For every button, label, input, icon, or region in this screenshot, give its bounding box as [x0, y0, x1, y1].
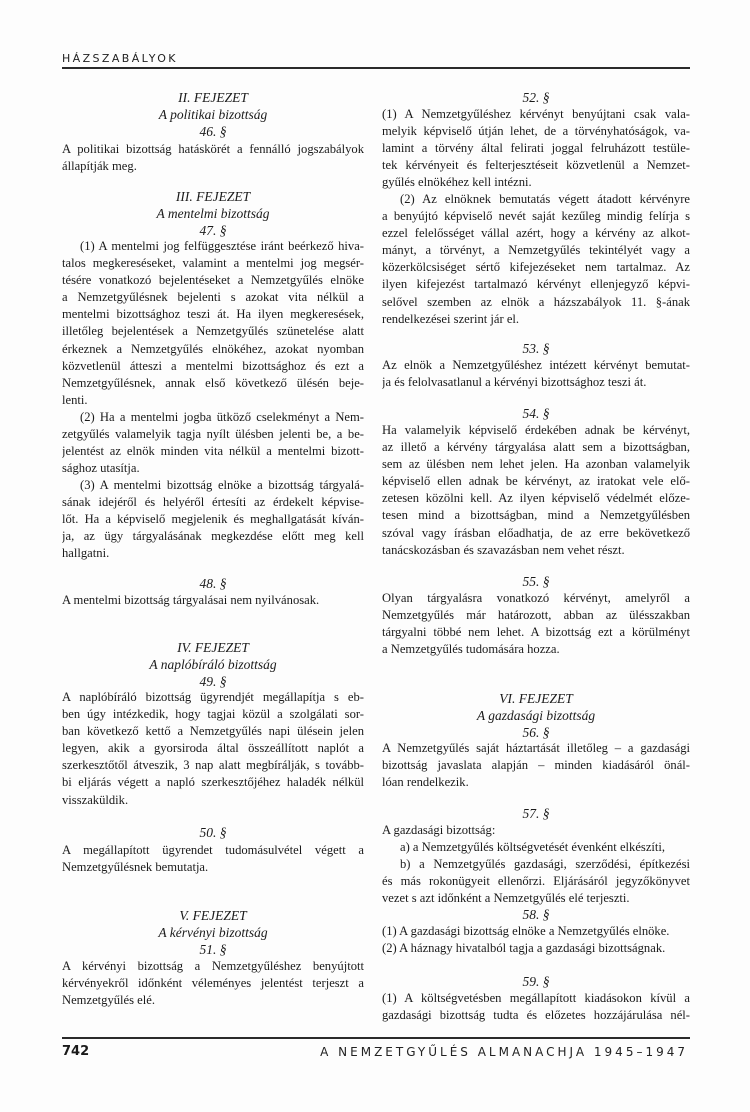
- text-line: és más rokonügyeit ellenőrzi. Eljárásáról jegyzőkönyvet: [382, 874, 690, 889]
- paragraph-51: [62, 958, 364, 1009]
- paragraph-49: [62, 689, 364, 809]
- text-line: sem az ülésben nem lehet jelen. Ha azonban valamelyik: [382, 457, 690, 472]
- text-line: talos megkereséseket, valamint a mentelmi jog megsér-: [62, 256, 364, 271]
- text-line: tésére vonatkozó bejelentéseket a Nemzetgyűlés elnöke: [62, 273, 364, 288]
- text-line: legyen, akik a gyorsiroda által összeállított naplót a: [62, 741, 364, 756]
- section-number: 47. §: [199, 223, 227, 238]
- text-line: közvetlenül átteszi a mentelmi bizottsághoz és ezt a: [62, 358, 364, 373]
- chapter-title: III. FEJEZET: [175, 189, 251, 204]
- section-54-heading: 54. §: [522, 406, 550, 421]
- text-line: bi eljárás végett a napló szerkesztőjéhez haladék nélkül: [62, 775, 364, 790]
- chapter-3-heading: [62, 188, 364, 239]
- paragraph-54: [382, 422, 690, 559]
- chapter-6-heading: [382, 690, 690, 741]
- text-line: gyűlés elnökéhez kell intézni.: [382, 175, 532, 190]
- section-57-heading: 57. §: [522, 806, 550, 821]
- section-number: 51. §: [199, 942, 227, 957]
- text-line: ja és felolvasatlanul a kérvényi bizottsághoz teszi át.: [382, 375, 647, 390]
- section-number: 56. §: [522, 725, 550, 740]
- chapter-subtitle: A gazdasági bizottság: [476, 708, 596, 723]
- paragraph-59: [382, 990, 690, 1024]
- paragraph-47-1: [62, 238, 364, 409]
- text-line: mányt, a törvényt, a Nemzetgyűlés tekintélyét vagy a: [382, 243, 690, 258]
- text-line: állapítják meg.: [62, 159, 137, 174]
- chapter-title: IV. FEJEZET: [177, 640, 249, 655]
- text-line: a Nemzetgyűlés tudomására hozza.: [382, 642, 560, 657]
- text-line: a Nemzetgyűlésnek bejelenti s azokat vita nélkül a: [62, 290, 364, 305]
- page-number: 742: [62, 1044, 90, 1059]
- section-48-heading: 48. §: [199, 576, 227, 591]
- paragraph-57-b: [382, 856, 690, 907]
- text-line: melyik képviselő útján lehet, de a törvényhatóságok, va-: [382, 124, 690, 139]
- book-title: A NEMZETGYŰLÉS ALMANACHJA 1945–1947: [320, 1045, 688, 1059]
- chapter-title: VI. FEJEZET: [499, 691, 573, 706]
- text-line: A gazdasági bizottság:: [382, 823, 496, 837]
- text-line: (3) A mentelmi bizottság elnöke a bizottság tárgyalá-: [80, 478, 364, 492]
- chapter-subtitle: A mentelmi bizottság: [156, 206, 270, 221]
- text-line: A mentelmi bizottság tárgyalásai nem nyilvánosak.: [62, 593, 320, 607]
- chapter-5-heading: [62, 907, 364, 958]
- section-50-heading: 50. §: [199, 825, 227, 840]
- text-line: lenti.: [62, 392, 88, 407]
- text-line: Nemzetgyűlés elé.: [62, 993, 156, 1008]
- header-rule: [62, 67, 690, 69]
- text-line: sának idejéről és helyéről értesíti az érdekelt képvise-: [62, 495, 364, 510]
- text-line: szóval vagy írásban előadhatja, de az erre bekövetkező: [382, 525, 690, 540]
- footer-rule: [62, 1037, 690, 1039]
- text-line: ezzel felelősséget vállal azért, hogy a kérvény az alkot-: [382, 226, 690, 241]
- chapter-subtitle: A kérvényi bizottság: [158, 925, 268, 940]
- paragraph-46: [62, 141, 364, 175]
- text-line: tek kérvényeit és felterjesztéseit közvetlenül a Nemzet-: [382, 158, 690, 173]
- chapter-title: II. FEJEZET: [178, 90, 248, 105]
- section-55-heading: 55. §: [522, 574, 550, 589]
- text-line: mentelmi bizottsághoz teszi át. Ha ilyen megkeresések,: [62, 307, 364, 322]
- paragraph-50: [62, 842, 364, 876]
- text-line: A politikai bizottság hatáskörét a fennálló jogszabályok: [62, 142, 364, 156]
- paragraph-53: [382, 357, 690, 391]
- paragraph-57-a: [382, 839, 690, 856]
- text-line: gazdasági bizottság tudta és előzetes hozzájárulása nél-: [382, 1008, 690, 1023]
- chapter-title: V. FEJEZET: [179, 908, 247, 923]
- paragraph-47-3: [62, 477, 364, 562]
- paragraph-55: [382, 590, 690, 658]
- section-59-heading: 59. §: [522, 974, 550, 989]
- text-line: (2) Ha a mentelmi jogba ütköző cselekményt a Nem-: [80, 410, 364, 424]
- text-line: ja, az ügy tárgyalásának megkezdése előtt meg kell: [62, 529, 364, 544]
- text-line: A Nemzetgyűlés saját háztartását illetőleg – a gazdasági: [382, 741, 690, 755]
- section-52-heading: 52. §: [522, 90, 550, 105]
- paragraph-56: [382, 740, 690, 791]
- paragraph-48: [62, 592, 364, 609]
- text-line: (2) A háznagy hivatalból tagja a gazdasági bizottságnak.: [382, 941, 666, 956]
- paragraph-52-2: [382, 191, 690, 328]
- text-line: lóan rendelkezik.: [382, 775, 469, 790]
- paragraph-57-intro: [382, 822, 690, 839]
- text-line: (2) Az elnöknek bemutatás végett átadott kérvényre: [400, 192, 690, 206]
- text-line: (1) A gazdasági bizottság elnöke a Nemzetgyűlés elnöke.: [382, 924, 670, 938]
- text-line: tanácskozásban és szavazásban nem vehet részt.: [382, 542, 625, 557]
- text-line: szerkesztőtől átveszik, 3 nap alatt megbírálják, s tovább-: [62, 758, 364, 773]
- text-line: ben úgy intézkedik, hogy tagjai közül a szolgálati sor-: [62, 707, 364, 722]
- chapter-subtitle: A politikai bizottság: [158, 107, 268, 122]
- text-line: (1) A mentelmi jog felfüggesztése iránt beérkező hiva-: [80, 239, 364, 253]
- text-line: lamint a törvény által felirati joggal felruházott testüle-: [382, 141, 690, 156]
- text-line: sághoz utasítja.: [62, 461, 140, 476]
- paragraph-47-2: [62, 409, 364, 477]
- text-line: Az elnök a Nemzetgyűléshez intézett kérvényt bemutat-: [382, 358, 690, 372]
- text-line: (1) A Nemzetgyűléshez kérvényt benyújtani csak vala-: [382, 107, 690, 121]
- text-line: zetgyűlés valamelyik tagja nyílt ülésben jelenti be, a be-: [62, 427, 364, 442]
- text-line: érkeznek a Nemzetgyűlés elnökéhez, azokat nyomban: [62, 341, 364, 356]
- text-line: kérvényekről időnként véleményes jelentést terjeszt a: [62, 976, 364, 991]
- text-line: A naplóbíráló bizottság ügyrendjét megállapítja s eb-: [62, 690, 364, 704]
- text-line: bizottság javaslata alapján – minden kiadásáról önál-: [382, 758, 690, 773]
- section-53-heading: 53. §: [522, 341, 550, 356]
- text-line: selővel szemben az elnök a házszabályok 11. §-ának: [382, 294, 690, 309]
- text-line: Nemzetgyűlés már határozott, abban az ülésszakban: [382, 608, 690, 623]
- text-line: Nemzetgyűlésnek bemutatja.: [62, 860, 209, 875]
- text-line: (1) A költségvetésben megállapított kiadásokon kívül a: [382, 991, 690, 1005]
- text-line: ilyen kifejezést tartalmazó kérvényt ellenjegyző képvi-: [382, 277, 690, 292]
- text-line: Ha valamelyik képviselő érdekében adnak be kérvényt,: [382, 423, 690, 437]
- text-line: képviselő ellen adnak be kérvényt, az iratokat vele elő-: [382, 474, 690, 489]
- chapter-subtitle: A naplóbíráló bizottság: [149, 657, 277, 672]
- text-line: zetesen közölni kell. Az ilyen képviselő védelmét előze-: [382, 491, 690, 506]
- text-line: illetőleg bejelentések a Nemzetgyűlés szünetelése alatt: [62, 324, 364, 339]
- text-line: rendelkezései szerint jár el.: [382, 311, 520, 326]
- text-line: Olyan tárgyalásra vonatkozó kérvényt, amelyről a: [382, 591, 690, 605]
- paragraph-58: [382, 923, 690, 957]
- chapter-4-heading: [62, 639, 364, 690]
- text-line: visszaküldik.: [62, 792, 129, 807]
- text-line: lőt. Ha a képviselő megjelenik és meghallgatását kíván-: [62, 512, 364, 527]
- chapter-2-heading: [62, 89, 364, 140]
- section-number: 46. §: [199, 124, 227, 139]
- text-line: ban következő kettő a Nemzetgyűlés napi ülésein jelen: [62, 724, 364, 739]
- text-line: a benyújtó képviselő nevét saját kezűleg mindig felírja s: [382, 209, 690, 224]
- text-line: hallgatni.: [62, 546, 110, 561]
- text-line: vezet s azt időnként a Nemzetgyűlés elé terjeszti.: [382, 891, 630, 906]
- text-line: b) a Nemzetgyűlés gazdasági, szerződési, építkezési: [400, 857, 690, 871]
- paragraph-52-1: [382, 106, 690, 191]
- text-line: tárgyalni többé nem lehet. A bizottság ezt a körülményt: [382, 625, 690, 640]
- text-line: tesen mind a bizottságban, mind a Nemzetgyűlésben: [382, 508, 690, 523]
- section-58-heading: 58. §: [522, 907, 550, 922]
- section-number: 49. §: [199, 674, 227, 689]
- text-line: jelentést az elnök minden vita nélkül a mentelmi bizott-: [62, 444, 364, 459]
- text-line: A kérvényi bizottság a Nemzetgyűléshez benyújtott: [62, 959, 364, 973]
- running-header: HÁZSZABÁLYOK: [62, 52, 178, 65]
- text-line: Nemzetgyűlésnek, annak első következő ülésén beje-: [62, 375, 364, 390]
- text-line: A megállapított ügyrendet tudomásulvétel végett a: [62, 843, 364, 857]
- text-line: az illető a kérvény tárgyalása alatt sem a bizottságban,: [382, 440, 690, 455]
- text-line: közerkölcsiséget sértő kifejezéseket nem tartalmaz. Az: [382, 260, 690, 275]
- text-line: a) a Nemzetgyűlés költségvetését évenként elkészíti,: [400, 840, 666, 854]
